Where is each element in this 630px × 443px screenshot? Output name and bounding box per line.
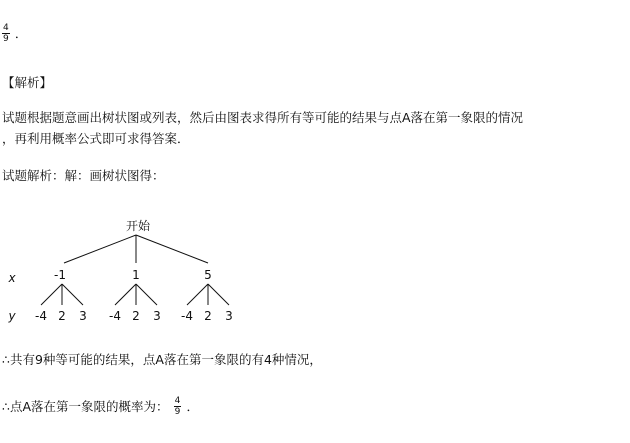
tree-y-value-2-3: 3 <box>153 309 161 323</box>
tree-y-value-2-2: 2 <box>132 309 140 323</box>
branch-x3-y1 <box>187 284 208 305</box>
branch-x2-y3 <box>136 284 157 305</box>
branch-x3-y3 <box>208 284 229 305</box>
top-answer-denominator: 9 <box>3 34 9 44</box>
tree-x-axis-label: x <box>8 271 16 285</box>
tree-y-value-3-1: -4 <box>181 309 193 323</box>
branch-root-x3 <box>136 235 208 263</box>
solution-intro: 试题解析：解：画树状图得： <box>2 168 165 183</box>
tree-y-value-3-2: 2 <box>204 309 212 323</box>
tree-x-value-3: 5 <box>204 268 212 282</box>
result-line-2 <box>2 396 199 417</box>
result-fraction-denominator: 9 <box>174 407 181 417</box>
branch-root-x1 <box>64 235 136 263</box>
tree-x-value-1: -1 <box>54 268 66 282</box>
result-fraction <box>174 396 182 417</box>
result-line-2-suffix: ． <box>186 399 199 414</box>
top-answer-numerator: 4 <box>3 23 9 33</box>
tree-y-value-3-3: 3 <box>225 309 233 323</box>
top-answer-suffix: ． <box>14 26 28 41</box>
result-fraction-numerator: 4 <box>174 396 181 406</box>
tree-y-axis-label: y <box>8 309 16 323</box>
result-line-1: ∴共有9种等可能的结果，点A落在第一象限的有4种情况， <box>2 352 322 367</box>
branch-x1-y3 <box>62 284 83 305</box>
tree-diagram <box>0 210 300 330</box>
tree-root-label: 开始 <box>125 219 151 233</box>
branch-x2-y1 <box>115 284 136 305</box>
tree-y-value-1-1: -4 <box>35 309 47 323</box>
tree-y-value-1-3: 3 <box>79 309 87 323</box>
tree-y-value-1-2: 2 <box>58 309 66 323</box>
result-line-2-prefix: ∴点A落在第一象限的概率为： <box>2 399 169 414</box>
section-heading: 【解析】 <box>2 75 53 90</box>
top-answer-fraction <box>2 23 10 44</box>
top-answer <box>2 23 27 44</box>
branch-x1-y1 <box>41 284 62 305</box>
analysis-line-1: 试题根据题意画出树状图或列表，然后由图表求得所有等可能的结果与点A落在第一象限的情况 <box>2 110 524 125</box>
tree-x-value-2: 1 <box>132 268 140 282</box>
tree-y-value-2-1: -4 <box>109 309 121 323</box>
analysis-line-2: ，再利用概率公式即可求得答案． <box>2 131 190 146</box>
